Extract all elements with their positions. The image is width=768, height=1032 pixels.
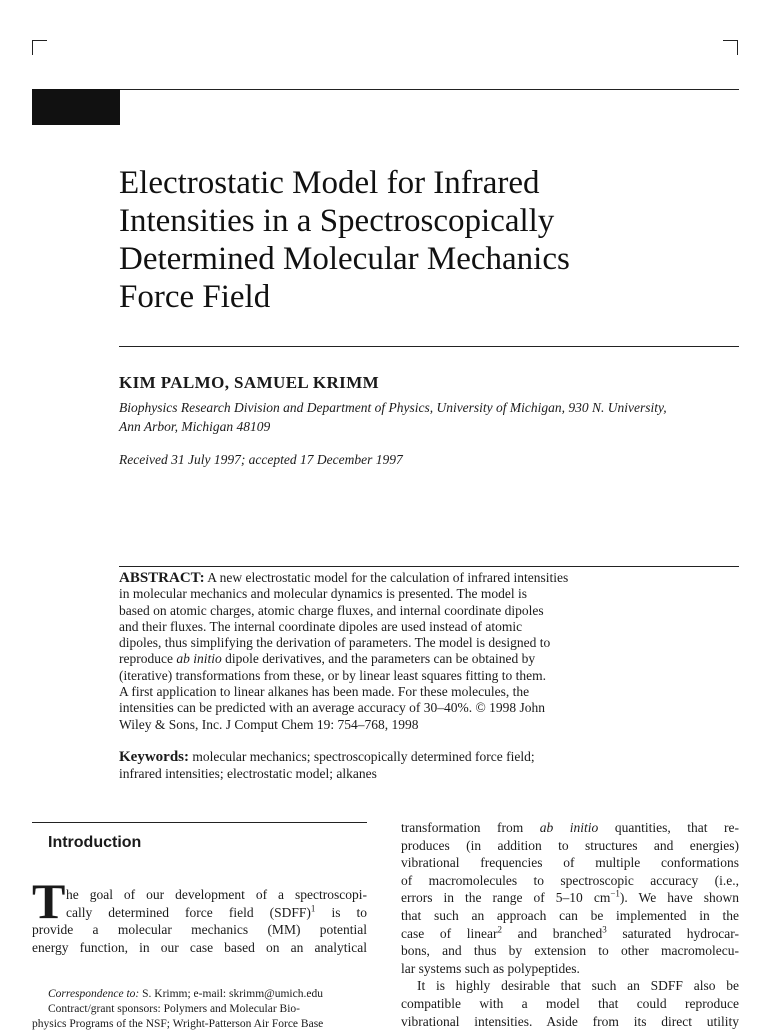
body-line bbox=[32, 904, 367, 922]
body-line bbox=[401, 819, 739, 837]
body-text: case of linear bbox=[401, 925, 498, 941]
body-line: produces (in addition to structures and energies) bbox=[401, 837, 739, 853]
title-rule bbox=[119, 346, 739, 347]
body-text: quantities, that re- bbox=[598, 820, 739, 835]
body-italic-text: ab initio bbox=[539, 820, 599, 835]
body-text: and branched bbox=[502, 925, 603, 941]
article-title bbox=[119, 164, 739, 316]
body-line: lar systems such as polypeptides. bbox=[401, 960, 580, 976]
abstract bbox=[119, 570, 739, 733]
footnote-label: Correspondence to: bbox=[48, 988, 140, 1000]
body-line: provide a molecular mechanics (MM) potential bbox=[32, 922, 367, 938]
footnote-line bbox=[32, 987, 367, 1002]
abstract-rule bbox=[119, 566, 739, 567]
body-line: vibrational frequencies of multiple conformations bbox=[401, 855, 739, 871]
abstract-text: dipole derivatives, and the parameters can be obtained by bbox=[221, 651, 536, 667]
body-text: errors in the range of 5–10 cm bbox=[401, 890, 611, 906]
keywords-line bbox=[119, 749, 739, 766]
footnote bbox=[32, 987, 367, 1032]
footnote-line: physics Programs of the NSF; Wright-Patterson Air Force Base bbox=[32, 1018, 324, 1030]
abstract-line: A first application to linear alkanes has been made. For these molecules, the bbox=[119, 684, 530, 700]
abstract-line: based on atomic charges, atomic charge fluxes, and internal coordinate dipoles bbox=[119, 602, 544, 618]
introduction-text bbox=[32, 886, 367, 956]
footnote-text: S. Krimm; e-mail: skrimm@umich.edu bbox=[139, 988, 323, 1000]
unit-superscript: −1 bbox=[610, 888, 620, 899]
abstract-line: in molecular mechanics and molecular dynamics is presented. The model is bbox=[119, 586, 527, 602]
reference-superscript: 2 bbox=[497, 924, 502, 935]
header-rule bbox=[32, 89, 739, 90]
body-line: compatible with a model that could reproduce bbox=[401, 995, 739, 1011]
crop-mark-top-right bbox=[723, 40, 738, 55]
abstract-line: Wiley & Sons, Inc. J Comput Chem 19: 754–768, 1998 bbox=[119, 716, 419, 732]
abstract-line bbox=[119, 570, 739, 586]
body-line bbox=[401, 889, 739, 907]
body-line bbox=[401, 925, 739, 943]
body-line: of macromolecules to spectroscopic accuracy (i.e., bbox=[401, 872, 739, 888]
abstract-line: intensities can be predicted with an average accuracy of 30–40%. © 1998 John bbox=[119, 700, 545, 716]
abstract-text: A new electrostatic model for the calculation of infrared intensities bbox=[204, 570, 569, 585]
reference-superscript: 1 bbox=[310, 903, 316, 914]
drop-cap: T bbox=[32, 873, 66, 929]
abstract-heading: ABSTRACT: bbox=[119, 570, 205, 586]
keywords-text: molecular mechanics; spectroscopically determined force field; bbox=[189, 749, 535, 764]
title-line: Determined Molecular Mechanics bbox=[119, 241, 570, 277]
title-line: Electrostatic Model for Infrared bbox=[119, 165, 540, 201]
abstract-line: dipoles, thus simplifying the derivation of parameters. The model is designed to bbox=[119, 635, 551, 651]
section-heading-introduction: Introduction bbox=[48, 834, 142, 851]
header-black-block bbox=[32, 89, 120, 125]
affiliation-line: Biophysics Research Division and Department of Physics, University of Michigan, 930 N. University, bbox=[119, 400, 667, 415]
body-line: It is highly desirable that such an SDFF also be bbox=[417, 978, 739, 994]
crop-mark-top-left bbox=[32, 40, 47, 55]
title-line: Force Field bbox=[119, 279, 271, 315]
keywords-line: infrared intensities; electrostatic model; alkanes bbox=[119, 765, 377, 781]
body-line: vibrational intensities. Aside from its direct utility bbox=[401, 1013, 739, 1029]
abstract-italic-text: ab initio bbox=[176, 651, 222, 667]
abstract-line: (iterative) transformations from these, or by linear least squares fitting to them. bbox=[119, 667, 546, 683]
received-dates: Received 31 July 1997; accepted 17 December 1997 bbox=[119, 452, 403, 467]
body-text: transformation from bbox=[401, 820, 540, 835]
body-line: bons, and thus by extension to other macromolecu- bbox=[401, 943, 739, 959]
keywords bbox=[119, 749, 739, 782]
affiliation bbox=[119, 398, 739, 436]
footnote-line: Contract/grant sponsors: Polymers and Molecular Bio- bbox=[48, 1003, 301, 1015]
body-text: saturated hydrocar- bbox=[606, 925, 739, 941]
keywords-heading: Keywords: bbox=[119, 749, 189, 765]
abstract-text: reproduce bbox=[119, 651, 177, 667]
right-column-text bbox=[401, 819, 739, 1030]
abstract-line: and their fluxes. The internal coordinate dipoles are used instead of atomic bbox=[119, 618, 523, 634]
authors: KIM PALMO, SAMUEL KRIMM bbox=[119, 373, 380, 392]
body-text: ). We have shown bbox=[619, 890, 739, 906]
section-rule bbox=[32, 822, 367, 823]
body-text: cally determined force field (SDFF) bbox=[66, 904, 311, 920]
body-line: he goal of our development of a spectroscopi- bbox=[66, 887, 367, 902]
affiliation-line: Ann Arbor, Michigan 48109 bbox=[119, 419, 271, 434]
body-line: energy function, in our case based on an analytical bbox=[32, 939, 367, 955]
reference-superscript: 3 bbox=[602, 924, 607, 935]
body-line: that such an approach can be implemented in the bbox=[401, 907, 739, 923]
abstract-line bbox=[119, 651, 739, 667]
title-line: Intensities in a Spectroscopically bbox=[119, 203, 555, 239]
body-text: is to bbox=[315, 904, 367, 920]
